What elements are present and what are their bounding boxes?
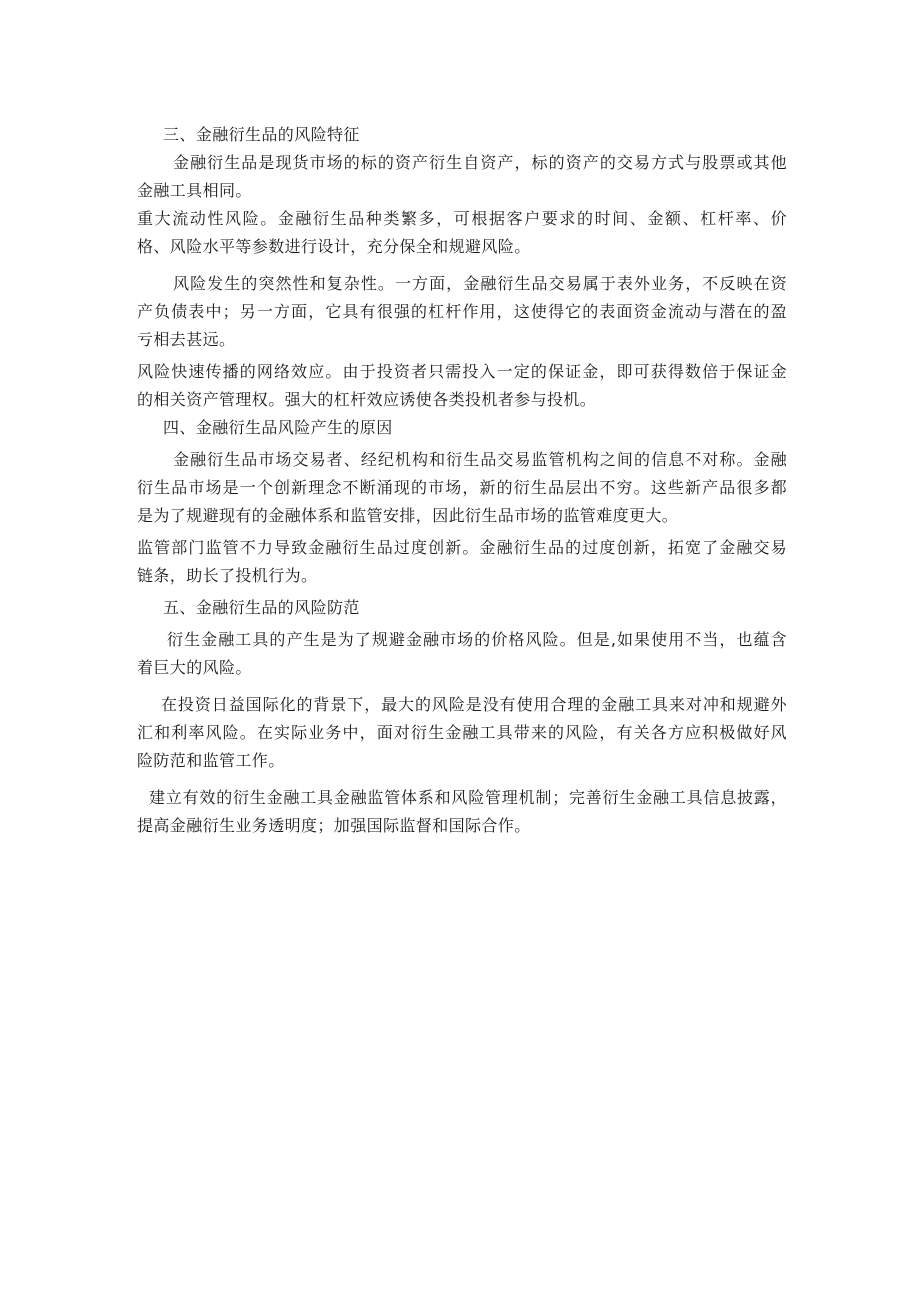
paragraph-2-line-2: 格、风险水平等参数进行设计，充分保全和规避风险。: [137, 237, 531, 256]
paragraph-3-line-1: 风险发生的突然性和复杂性。一方面，金融衍生品交易属于表外业务，不反映在资: [173, 274, 787, 293]
paragraph-8-line-1: 在投资日益国际化的背景下，最大的风险是没有使用合理的金融工具来对冲和规避外: [161, 695, 787, 714]
paragraph-7-line-1: 衍生金融工具的产生是为了规避金融市场的价格风险。但是,如果使用不当，也蕴含: [167, 630, 787, 649]
paragraph-3-line-2: 产负债表中；另一方面，它具有很强的杠杆作用，这使得它的表面资金流动与潜在的盈: [137, 302, 787, 321]
paragraph-5-line-2: 衍生品市场是一个创新理念不断涌现的市场，新的衍生品层出不穷。这些新产品很多都: [137, 478, 787, 497]
paragraph-7-line-2: 着巨大的风险。: [137, 658, 252, 677]
paragraph-4-line-1: 风险快速传播的网络效应。由于投资者只需投入一定的保证金，即可获得数倍于保证金: [137, 362, 787, 381]
paragraph-8-line-3: 险防范和监管工作。: [137, 751, 285, 770]
paragraph-5-line-1: 金融衍生品市场交易者、经纪机构和衍生品交易监管机构之间的信息不对称。金融: [173, 450, 787, 469]
section-heading-5: 五、金融衍生品的风险防范: [163, 598, 360, 617]
paragraph-1-line-2: 金融工具相同。: [137, 181, 252, 200]
paragraph-6-line-2: 链条，助长了投机行为。: [137, 566, 318, 585]
paragraph-6-line-1: 监管部门监管不力导致金融衍生品过度创新。金融衍生品的过度创新，拓宽了金融交易: [137, 538, 787, 557]
paragraph-5-line-3: 是为了规避现有的金融体系和监管安排，因此衍生品市场的监管难度更大。: [137, 506, 679, 525]
document-body: [137, 121, 787, 840]
paragraph-2-line-1: 重大流动性风险。金融衍生品种类繁多，可根据客户要求的时间、金额、杠杆率、价: [137, 209, 787, 228]
paragraph-4-line-2: 的相关资产管理权。强大的杠杆效应诱使各类投机者参与投机。: [137, 390, 597, 409]
paragraph-9-line-1: 建立有效的衍生金融工具金融监管体系和风险管理机制；完善衍生金融工具信息披露，: [149, 788, 787, 807]
paragraph-1-line-1: 金融衍生品是现货市场的标的资产衍生自资产，标的资产的交易方式与股票或其他: [173, 153, 787, 172]
paragraph-3-line-3: 亏相去甚远。: [137, 330, 236, 349]
paragraph-8-line-2: 汇和利率风险。在实际业务中，面对衍生金融工具带来的风险，有关各方应积极做好风: [137, 723, 787, 742]
paragraph-9-line-2: 提高金融衍生业务透明度；加强国际监督和国际合作。: [137, 816, 531, 835]
section-heading-4: 四、金融衍生品风险产生的原因: [163, 418, 393, 437]
section-heading-3: 三、金融衍生品的风险特征: [163, 125, 360, 144]
